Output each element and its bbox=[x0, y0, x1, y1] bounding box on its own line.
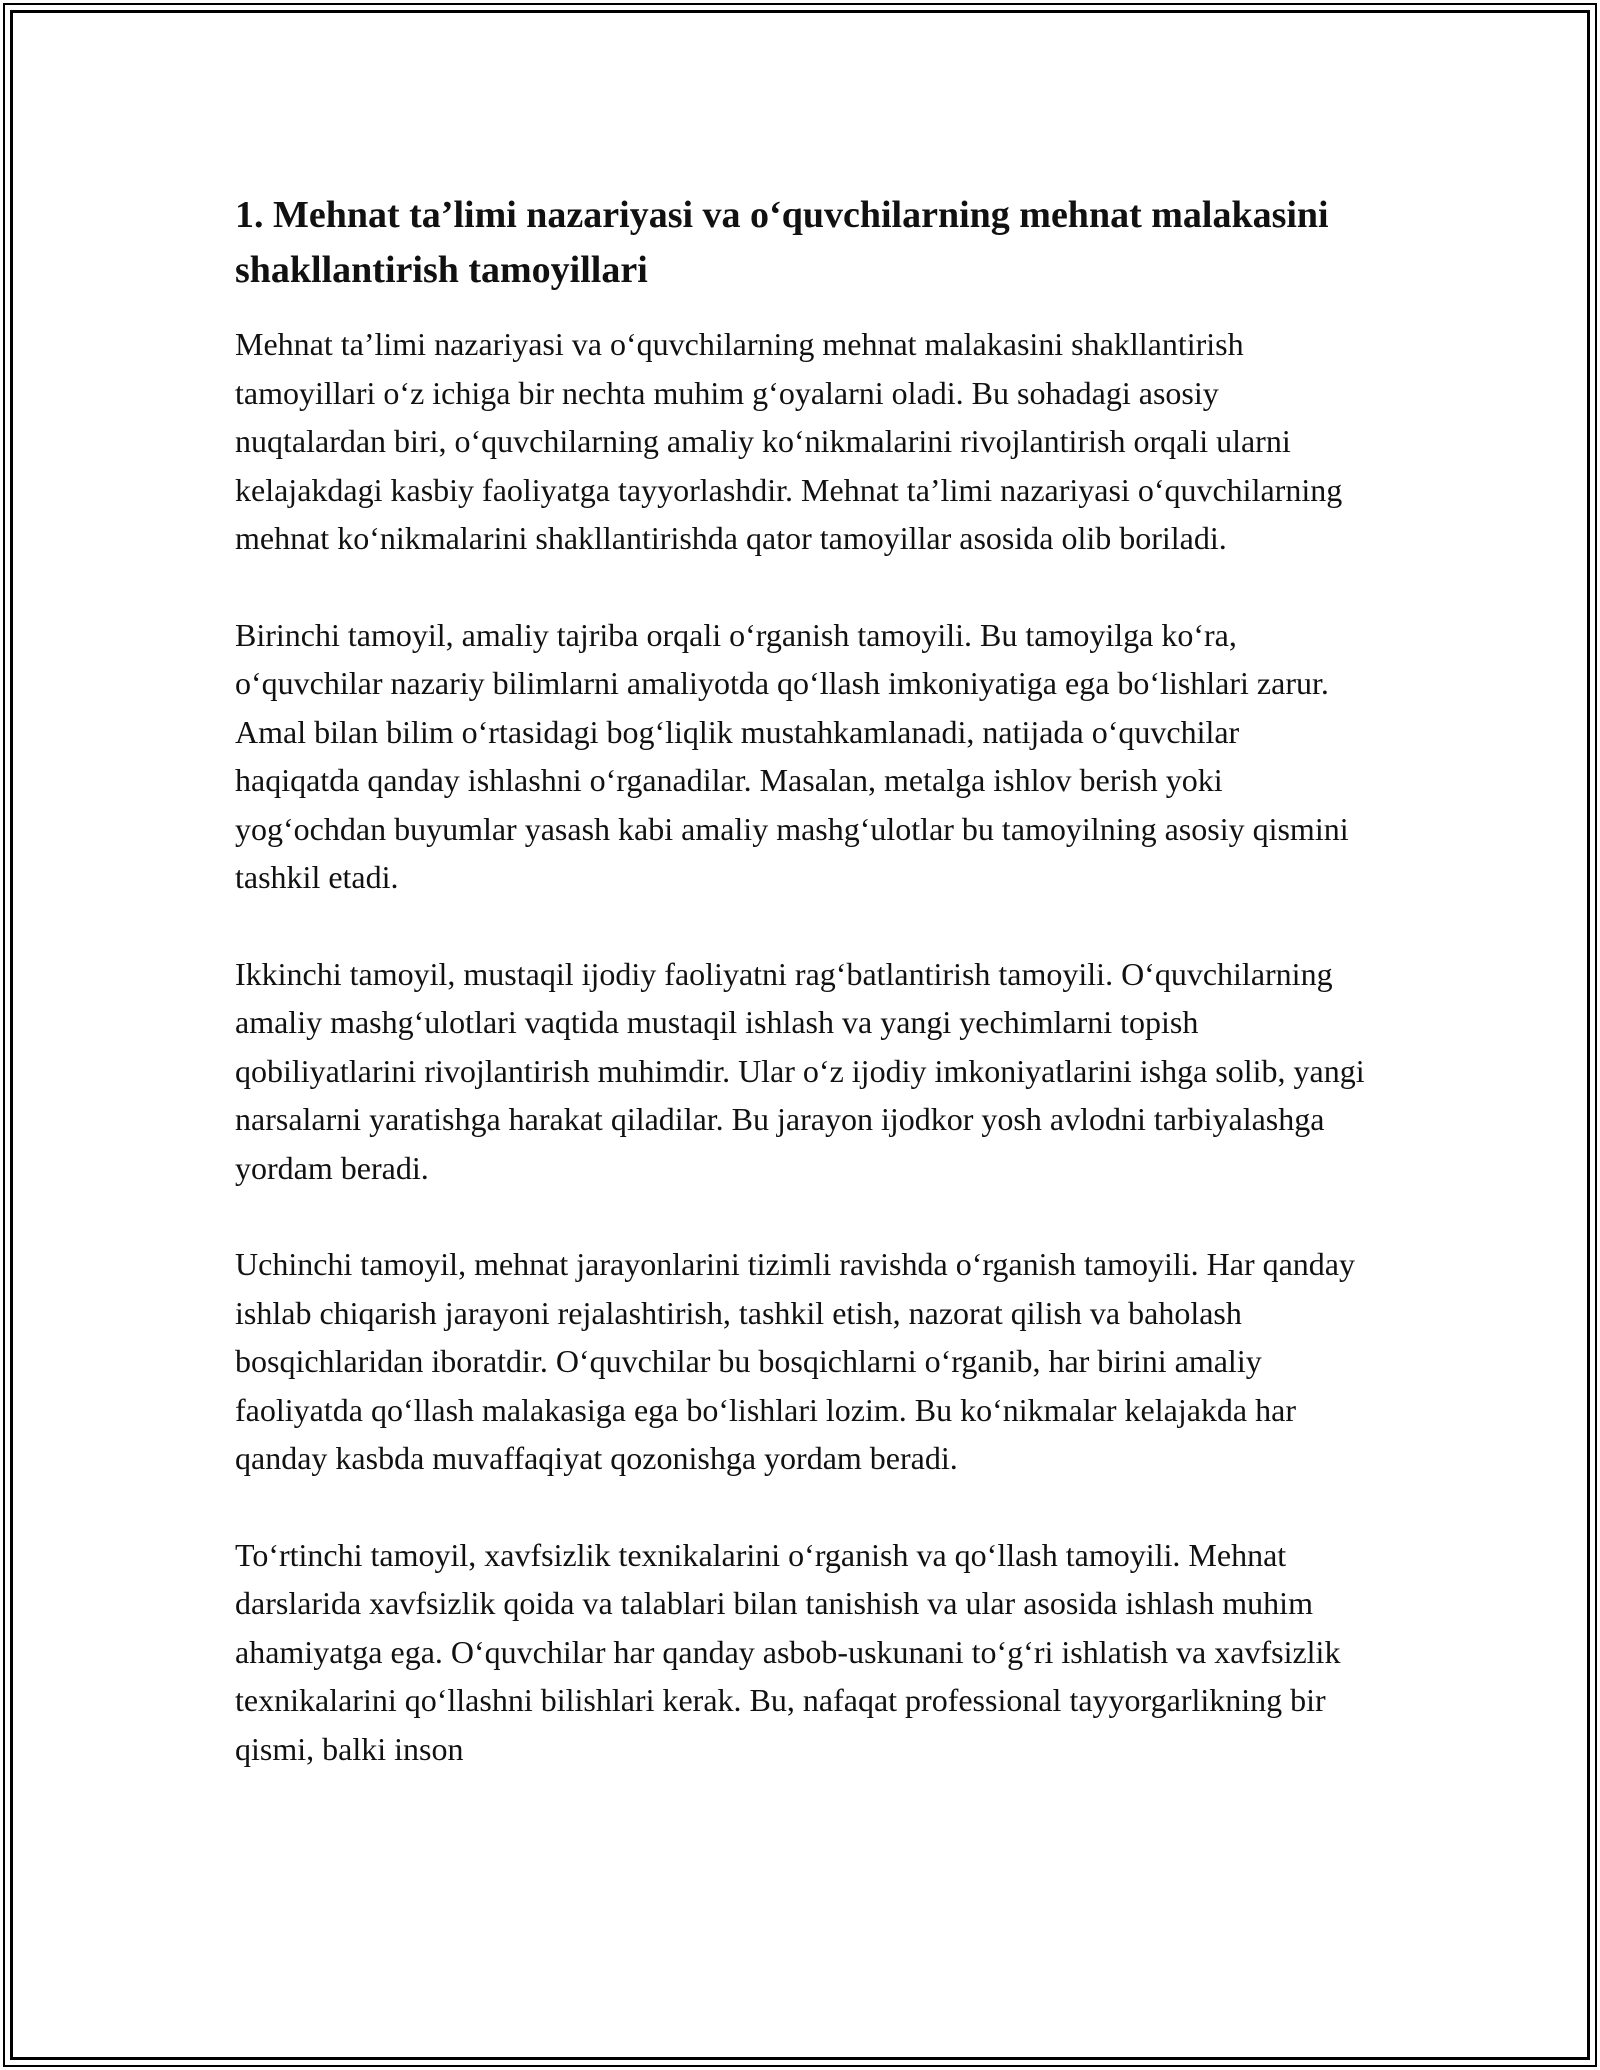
paragraph-first-principle: Birinchi tamoyil, amaliy tajriba orqali o‘rganish tamoyili. Bu tamoyilga ko‘ra, o‘quvchilar nazariy bilimlarni amaliyotda qo‘llash imkoniyatiga ega bo‘lishlari zarur. Amal bilan bilim o‘rtasidagi bog‘liqlik mustahkamlanadi, natijada o‘quvchilar haqiqatda qanday ishlashni o‘rganadilar. Masalan, metalga ishlov berish yoki yog‘ochdan buyumlar yasash kabi amaliy mashg‘ulotlar bu tamoyilning asosiy qismini tashkil etadi. bbox=[235, 616, 1349, 895]
section-heading: 1. Mehnat ta’limi nazariyasi va o‘quvchilarning mehnat malakasini shakllantirish tamoyillari bbox=[235, 194, 1329, 291]
document-body bbox=[235, 188, 1365, 1773]
paragraph-fourth-principle: To‘rtinchi tamoyil, xavfsizlik texnikalarini o‘rganish va qo‘llash tamoyili. Mehnat darslarida xavfsizlik qoida va talablari bilan tanishish va ular asosida ishlash muhim ahamiyatga ega. O‘quvchilar har qanday asbob-uskunani to‘g‘ri ishlatish va xavfsizlik texnikalarini qo‘llashni bilishlari kerak. Bu, nafaqat professional tayyorgarlikning bir qismi, balki inson bbox=[235, 1536, 1341, 1767]
paragraph-intro: Mehnat ta’limi nazariyasi va o‘quvchilarning mehnat malakasini shakllantirish tamoyillari o‘z ichiga bir nechta muhim g‘oyalarni oladi. Bu sohadagi asosiy nuqtalardan biri, o‘quvchilarning amaliy ko‘nikmalarini rivojlantirish orqali ularni kelajakdagi kasbiy faoliyatga tayyorlashdir. Mehnat ta’limi nazariyasi o‘quvchilarning mehnat ko‘nikmalarini shakllantirishda qator tamoyillar asosida olib boriladi. bbox=[235, 326, 1343, 556]
paragraph-second-principle: Ikkinchi tamoyil, mustaqil ijodiy faoliyatni rag‘batlantirish tamoyili. O‘quvchilarning amaliy mashg‘ulotlari vaqtida mustaqil ishlash va yangi yechimlarni topish qobiliyatlarini rivojlantirish muhimdir. Ular o‘z ijodiy imkoniyatlarini ishga solib, yangi narsalarni yaratishga harakat qiladilar. Bu jarayon ijodkor yosh avlodni tarbiyalashga yordam beradi. bbox=[235, 955, 1365, 1186]
paragraph-third-principle: Uchinchi tamoyil, mehnat jarayonlarini tizimli ravishda o‘rganish tamoyili. Har qanday ishlab chiqarish jarayoni rejalashtirish, tashkil etish, nazorat qilish va baholash bosqichlaridan iboratdir. O‘quvchilar bu bosqichlarni o‘rganib, har birini amaliy faoliyatda qo‘llash malakasiga ega bo‘lishlari lozim. Bu ko‘nikmalar kelajakda har qanday kasbda muvaffaqiyat qozonishga yordam beradi. bbox=[235, 1246, 1355, 1476]
